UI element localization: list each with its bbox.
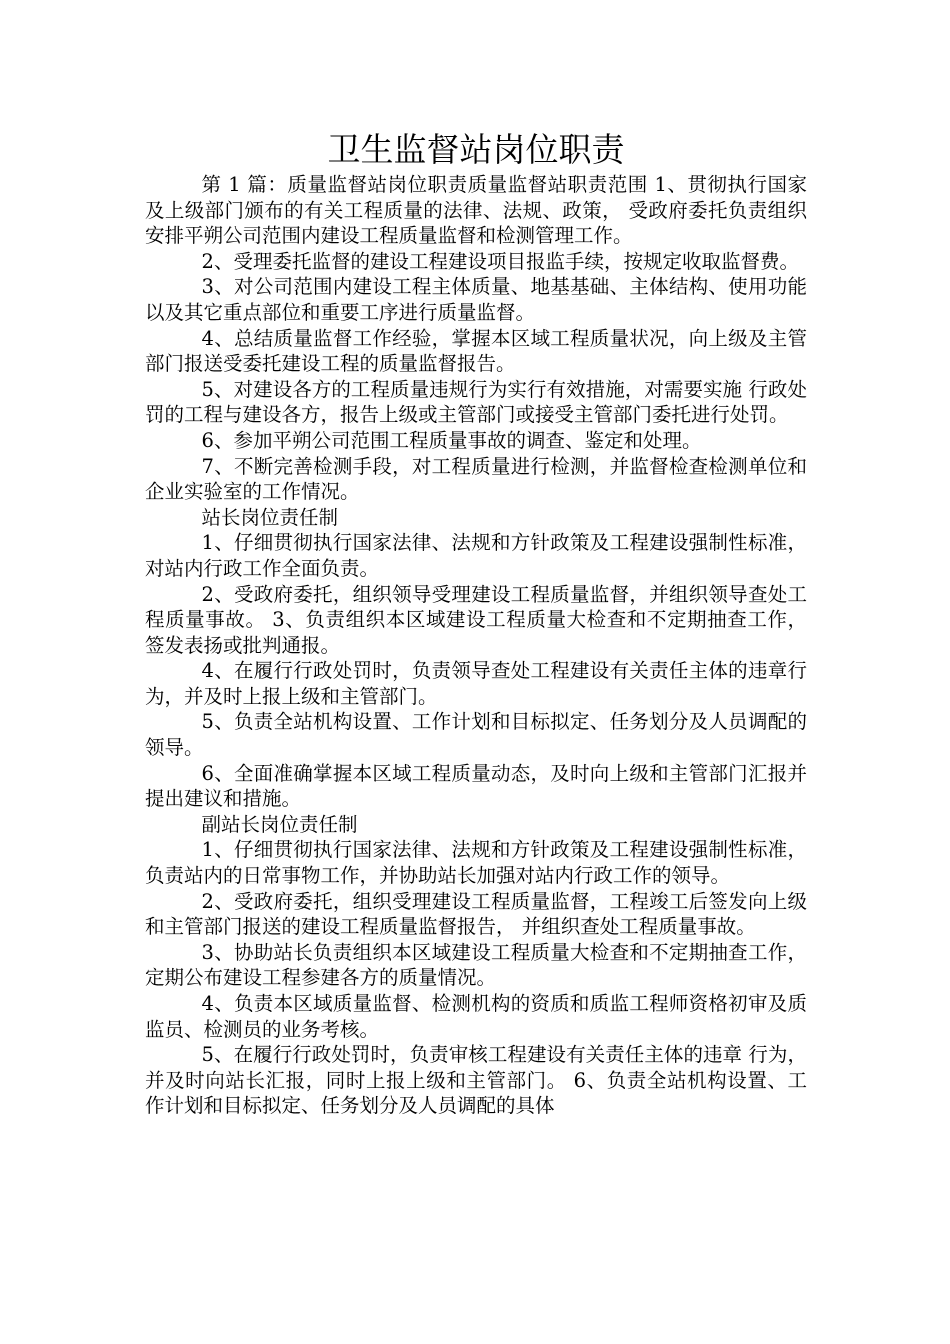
paragraph: 5、对建设各方的工程质量违规行为实行有效措施，对需要实施 行政处罚的工程与建设各方，报告上级或主管部门或接受主管部门委托进行处罚。 xyxy=(145,377,807,427)
paragraph: 7、不断完善检测手段，对工程质量进行检测，并监督检查检测单位和企业实验室的工作情况。 xyxy=(145,454,807,504)
paragraph: 1、仔细贯彻执行国家法律、法规和方针政策及工程建设强制性标准，对站内行政工作全面负责。 xyxy=(145,531,807,580)
paragraph: 5、在履行行政处罚时，负责审核工程建设有关责任主体的违章 行为，并及时向站长汇报，同时上报上级和主管部门。 6、负责全站机构设置、工作计划和目标拟定、任务划分及人员调配的具体 xyxy=(145,1043,807,1118)
document-page xyxy=(145,128,807,1119)
paragraph: 4、负责本区域质量监督、检测机构的资质和质监工程师资格初审及质监员、检测员的业务考核。 xyxy=(145,992,807,1041)
paragraph: 6、全面准确掌握本区域工程质量动态，及时向上级和主管部门汇报并提出建议和措施。 xyxy=(145,761,807,811)
paragraph: 6、参加平朔公司范围工程质量事故的调查、鉴定和处理。 xyxy=(201,428,702,452)
paragraph: 4、总结质量监督工作经验，掌握本区域工程质量状况，向上级及主管部门报送受委托建设工程的质量监督报告。 xyxy=(145,326,807,376)
paragraph: 2、受政府委托，组织受理建设工程质量监督，工程竣工后签发向上级和主管部门报送的建设工程质量监督报告， 并组织查处工程质量事故。 xyxy=(145,889,807,939)
paragraph: 4、在履行行政处罚时，负责领导查处工程建设有关责任主体的违章行为，并及时上报上级和主管部门。 xyxy=(145,659,807,708)
paragraph: 1、仔细贯彻执行国家法律、法规和方针政策及工程建设强制性标准，负责站内的日常事物工作，并协助站长加强对站内行政工作的领导。 xyxy=(145,838,807,888)
paragraph: 第 1 篇：质量监督站岗位职责质量监督站职责范围 1、贯彻执行国家及上级部门颁布的有关工程质量的法律、法规、政策， 受政府委托负责组织安排平朔公司范围内建设工程质量监督和检测管理工作。 xyxy=(145,173,807,248)
section-heading-deputy-chief: 副站长岗位责任制 xyxy=(201,812,358,836)
section-heading-station-chief: 站长岗位责任制 xyxy=(201,505,339,529)
paragraph: 3、对公司范围内建设工程主体质量、地基基础、主体结构、使用功能以及其它重点部位和重要工序进行质量监督。 xyxy=(145,275,807,324)
paragraph: 2、受理委托监督的建设工程建设项目报监手续，按规定收取监督费。 xyxy=(201,249,799,273)
paragraph: 2、受政府委托，组织领导受理建设工程质量监督，并组织领导查处工程质量事故。 3、负责组织本区域建设工程质量大检查和不定期抽查工作，签发表扬或批判通报。 xyxy=(145,582,807,657)
document-title: 卫生监督站岗位职责 xyxy=(327,130,625,169)
paragraph: 3、协助站长负责组织本区域建设工程质量大检查和不定期抽查工作，定期公布建设工程参建各方的质量情况。 xyxy=(145,940,807,990)
paragraph: 5、负责全站机构设置、工作计划和目标拟定、任务划分及人员调配的领导。 xyxy=(145,710,807,760)
